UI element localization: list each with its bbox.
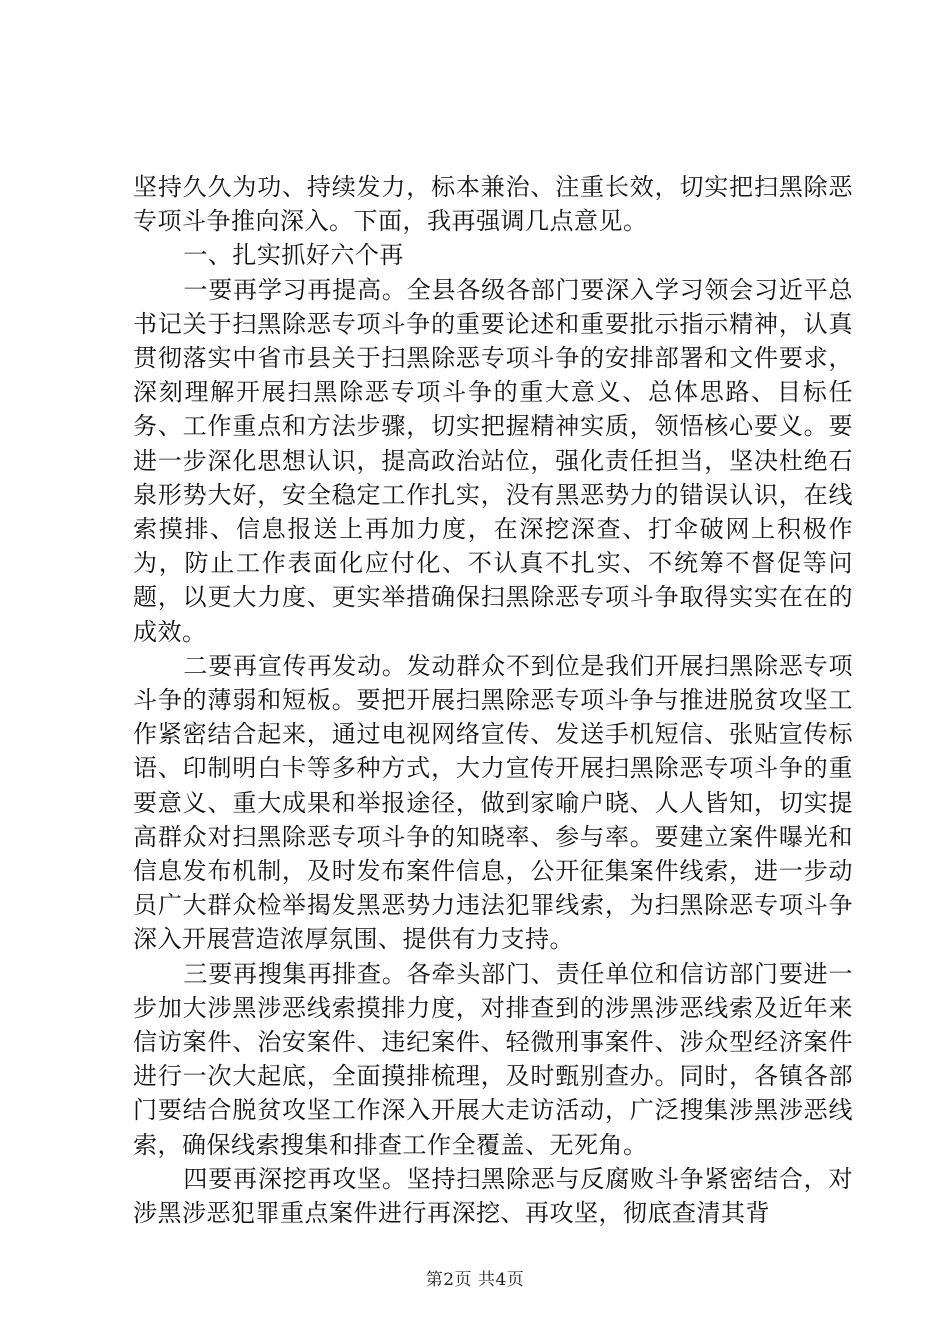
paragraph-study: 一要再学习再提高。全县各级各部门要深入学习领会习近平总书记关于扫黑除恶专项斗争的重要论述和重要批示指示精神，认真贯彻落实中省市县关于扫黑除恶专项斗争的安排部署和文件要求，深刻理解开展扫黑除恶专项斗争的重大意义、总体思路、目标任务、工作重点和方法步骤，切实把握精神实质，领悟核心要义。要进一步深化思想认识，提高政治站位，强化责任担当，坚决杜绝石泉形势大好，安全稳定工作扎实，没有黑恶势力的错误认识，在线索摸排、信息报送上再加力度，在深挖深查、打伞破网上积极作为，防止工作表面化应付化、不认真不扎实、不统筹不督促等问题，以更大力度、更实举措确保扫黑除恶专项斗争取得实实在在的成效。 [133, 275, 853, 646]
section-heading: 一、扎实抓好六个再 [183, 241, 404, 270]
document-body [133, 170, 853, 1230]
paragraph-publicity: 二要再宣传再发动。发动群众不到位是我们开展扫黑除恶专项斗争的薄弱和短板。要把开展扫黑除恶专项斗争与推进脱贫攻坚工作紧密结合起来，通过电视网络宣传、发送手机短信、张贴宣传标语、印制明白卡等多种方式，大力宣传开展扫黑除恶专项斗争的重要意义、重大成果和举报途径，做到家喻户晓、人人皆知，切实提高群众对扫黑除恶专项斗争的知晓率、参与率。要建立案件曝光和信息发布机制，及时发布案件信息，公开征集案件线索，进一步动员广大群众检举揭发黑恶势力违法犯罪线索，为扫黑除恶专项斗争深入开展营造浓厚氛围、提供有力支持。 [133, 651, 853, 954]
paragraph-investigation: 三要再搜集再排查。各牵头部门、责任单位和信访部门要进一步加大涉黑涉恶线索摸排力度，对排查到的涉黑涉恶线索及近年来信访案件、治安案件、违纪案件、轻微刑事案件、涉众型经济案件进行一次大起底，全面摸排梳理，及时甄别查办。同时，各镇各部门要结合脱贫攻坚工作深入开展大走访活动，广泛搜集涉黑涉恶线索，确保线索搜集和排查工作全覆盖、无死角。 [133, 959, 853, 1159]
paragraph-deep-dig: 四要再深挖再攻坚。坚持扫黑除恶与反腐败斗争紧密结合，对涉黑涉恶犯罪重点案件进行再深挖、再攻坚，彻底查清其背 [133, 1164, 853, 1228]
page-number-footer: 第2页 共4页 [425, 1270, 525, 1290]
paragraph-continuation: 坚持久久为功、持续发力，标本兼治、注重长效，切实把扫黑除恶专项斗争推向深入。下面，我再强调几点意见。 [133, 173, 853, 236]
